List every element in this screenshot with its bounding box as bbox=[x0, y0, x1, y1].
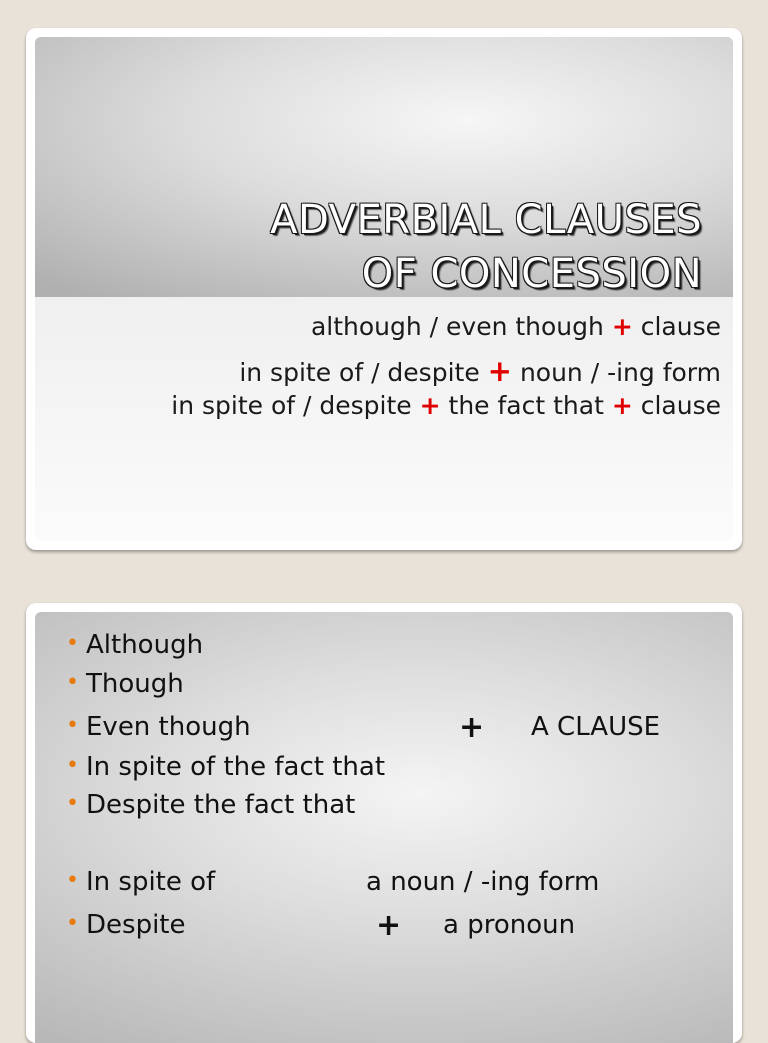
title-line-1: ADVERBIAL CLAUSES bbox=[270, 197, 702, 243]
rule-text: noun / -ing form bbox=[519, 358, 721, 387]
list-item bbox=[66, 669, 184, 699]
list-item-text: Even though bbox=[86, 712, 251, 742]
plus-sign: + bbox=[487, 354, 512, 388]
plus-sign: + bbox=[419, 391, 441, 420]
rule-text: the fact that bbox=[448, 391, 604, 420]
bullet-icon: • bbox=[66, 631, 79, 656]
noun-option-2: a pronoun bbox=[443, 910, 576, 940]
rule-text: although / even though bbox=[310, 312, 604, 341]
noun-plus-sign: + bbox=[376, 908, 402, 943]
list-item bbox=[66, 712, 251, 742]
list-item bbox=[66, 630, 204, 660]
list-item bbox=[66, 790, 356, 820]
slide-title bbox=[62, 193, 702, 301]
plus-sign: + bbox=[611, 312, 633, 341]
rule-text: in spite of / despite bbox=[239, 358, 480, 387]
clause-plus-sign: + bbox=[459, 710, 485, 745]
rule-text: clause bbox=[640, 391, 721, 420]
list-item-text: In spite of bbox=[86, 867, 216, 897]
title-line-2: OF CONCESSION bbox=[361, 251, 702, 297]
rule-line-1 bbox=[41, 312, 721, 341]
bullet-icon: • bbox=[66, 753, 79, 778]
rule-text: in spite of / despite bbox=[171, 391, 412, 420]
list-item-text: Despite bbox=[86, 910, 186, 940]
bullet-icon: • bbox=[66, 713, 79, 738]
list-item-text: Despite the fact that bbox=[86, 790, 356, 820]
list-item bbox=[66, 867, 216, 897]
list-item bbox=[66, 752, 386, 782]
rule-text: clause bbox=[640, 312, 721, 341]
bullet-icon: • bbox=[66, 868, 79, 893]
bullet-icon: • bbox=[66, 670, 79, 695]
list-item-text: In spite of the fact that bbox=[86, 752, 386, 782]
clause-label: A CLAUSE bbox=[531, 712, 661, 742]
noun-option-1: a noun / -ing form bbox=[366, 867, 600, 897]
bullet-icon: • bbox=[66, 911, 79, 936]
rule-line-2 bbox=[41, 354, 721, 388]
bullet-icon: • bbox=[66, 791, 79, 816]
list-item-text: Though bbox=[86, 669, 184, 699]
list-item-text: Although bbox=[86, 630, 204, 660]
list-item bbox=[66, 910, 186, 940]
rule-line-3 bbox=[41, 391, 721, 420]
slide-1 bbox=[26, 28, 742, 550]
slide-2 bbox=[26, 603, 742, 1043]
plus-sign: + bbox=[611, 391, 633, 420]
